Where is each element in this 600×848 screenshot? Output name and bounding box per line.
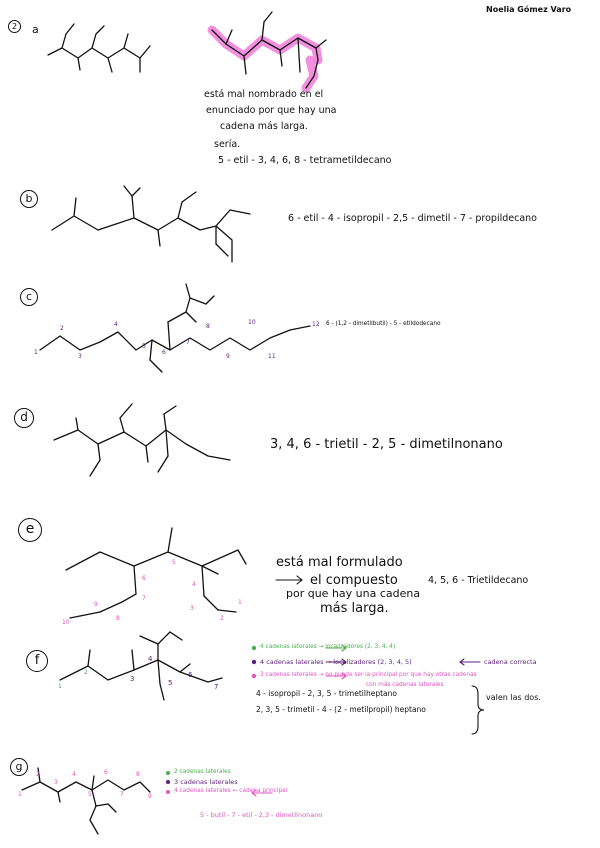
num-c-3: 3 <box>78 353 82 360</box>
note-e-line4: más larga. <box>320 601 389 616</box>
answer-e: 4, 5, 6 - Trietildecano <box>428 575 529 586</box>
label-f: f <box>26 650 48 672</box>
answer-d: 3, 4, 6 - trietil - 2, 5 - dimetilnonano <box>270 437 503 452</box>
num-g-5: 5 <box>88 791 92 798</box>
num-g-8: 8 <box>136 771 140 778</box>
legend-f-pink-2: con más cadenas laterales <box>366 682 444 688</box>
answer-a: 5 - etil - 3, 4, 6, 8 - tetrametildecano <box>218 155 392 166</box>
note-a-line3: cadena más larga. <box>220 121 308 132</box>
author-name: Noelia Gómez Varo <box>486 5 572 14</box>
note-a-line1: está mal nombrado en el <box>204 89 324 100</box>
num-e-10: 10 <box>62 619 70 626</box>
note-e-line2: el compuesto <box>310 573 398 588</box>
num-c-8: 8 <box>206 323 210 330</box>
bullet-pink-g <box>166 790 170 794</box>
num-e-5: 5 <box>172 559 176 566</box>
num-e-6: 6 <box>142 575 146 582</box>
answer-f-2: 2, 3, 5 - trimetil - 4 - (2 - metilpropil) heptano <box>256 705 426 714</box>
num-c-4: 4 <box>114 321 118 328</box>
num-f-4: 4 <box>148 655 153 663</box>
num-g-9: 9 <box>148 793 152 800</box>
num-f-1: 1 <box>58 683 62 690</box>
num-c-12: 12 <box>312 321 320 328</box>
legend-f-pink: 3 cadenas laterales → no puede ser la principal por que hay otras cadenas <box>260 672 477 678</box>
num-c-11: 11 <box>268 353 276 360</box>
legend-g-green: 2 cadenas laterales <box>174 769 231 775</box>
label-b: b <box>20 190 38 208</box>
num-f-2: 2 <box>84 669 88 676</box>
legend-g-pink: 4 cadenas laterales ← cadena principal <box>174 788 288 794</box>
num-g-7: 7 <box>120 791 124 798</box>
note-a-line2: enunciado por que hay una <box>206 105 337 116</box>
legend-g-purple: 3 cadenas laterales <box>174 778 238 786</box>
arrow-e <box>276 576 302 584</box>
bullet-purple-f <box>252 660 256 664</box>
num-c-6: 6 <box>162 349 166 356</box>
problem-number: 2 <box>8 20 21 33</box>
num-e-4: 4 <box>192 581 196 588</box>
molecule-a-corrected <box>212 12 326 88</box>
answer-f-1: 4 - isopropil - 2, 3, 5 - trimetilheptano <box>256 689 397 698</box>
num-c-9: 9 <box>226 353 230 360</box>
correct-chain-note: cadena correcta <box>484 658 537 666</box>
bullet-green-f <box>252 646 256 650</box>
label-d: d <box>14 408 34 428</box>
answer-g: 5 - butil - 7 - etil - 2,3 - dimetilnonano <box>200 811 323 819</box>
num-g-1: 1 <box>18 791 22 798</box>
molecule-b <box>52 186 250 262</box>
label-a: a <box>32 23 39 36</box>
num-f-5: 5 <box>168 679 173 687</box>
molecule-a-original <box>48 24 150 72</box>
num-f-7: 7 <box>214 683 219 691</box>
legend-f-green: 4 cadenas laterales → localizadores (2, 3, 4, 4) <box>260 644 396 650</box>
num-e-7: 7 <box>142 595 146 602</box>
num-e-1: 1 <box>238 599 242 606</box>
num-e-9: 9 <box>94 601 98 608</box>
label-c: c <box>20 288 38 306</box>
num-c-7: 7 <box>186 339 190 346</box>
molecule-f <box>60 632 222 700</box>
note-e-line1: está mal formulado <box>276 555 403 570</box>
num-c-10: 10 <box>248 319 256 326</box>
answer-c: 6 - (1,2 - dimetilbutil) - 5 - etildodecano <box>326 321 441 327</box>
num-g-3: 3 <box>54 779 58 786</box>
num-e-2: 2 <box>220 615 224 622</box>
legend-f-purple: 4 cadenas laterales → localizadores (2, 3, 4, 5) <box>260 658 412 666</box>
num-e-3: 3 <box>190 605 194 612</box>
num-g-6: 6 <box>104 769 108 776</box>
molecule-d <box>54 404 230 476</box>
num-f-6: 6 <box>188 671 193 679</box>
num-c-2: 2 <box>60 325 64 332</box>
num-g-2: 2 <box>36 771 40 778</box>
num-c-1: 1 <box>34 349 38 356</box>
both-valid-note: valen las dos. <box>486 693 541 702</box>
label-g: g <box>10 758 28 776</box>
molecule-e <box>66 528 246 618</box>
label-e: e <box>18 518 42 542</box>
bullet-purple-g <box>166 780 170 784</box>
bullet-green-g <box>166 771 170 775</box>
answer-b: 6 - etil - 4 - isopropil - 2,5 - dimetil - 7 - propildecano <box>288 213 537 224</box>
num-e-8: 8 <box>116 615 120 622</box>
molecule-g <box>22 768 150 834</box>
num-c-5: 5 <box>142 343 146 350</box>
seria-a: sería. <box>214 139 241 150</box>
bullet-pink-f <box>252 674 256 678</box>
num-f-3: 3 <box>130 675 135 683</box>
num-g-4: 4 <box>72 771 76 778</box>
note-e-line3: por que hay una cadena <box>286 587 421 600</box>
brace-f <box>472 686 484 734</box>
